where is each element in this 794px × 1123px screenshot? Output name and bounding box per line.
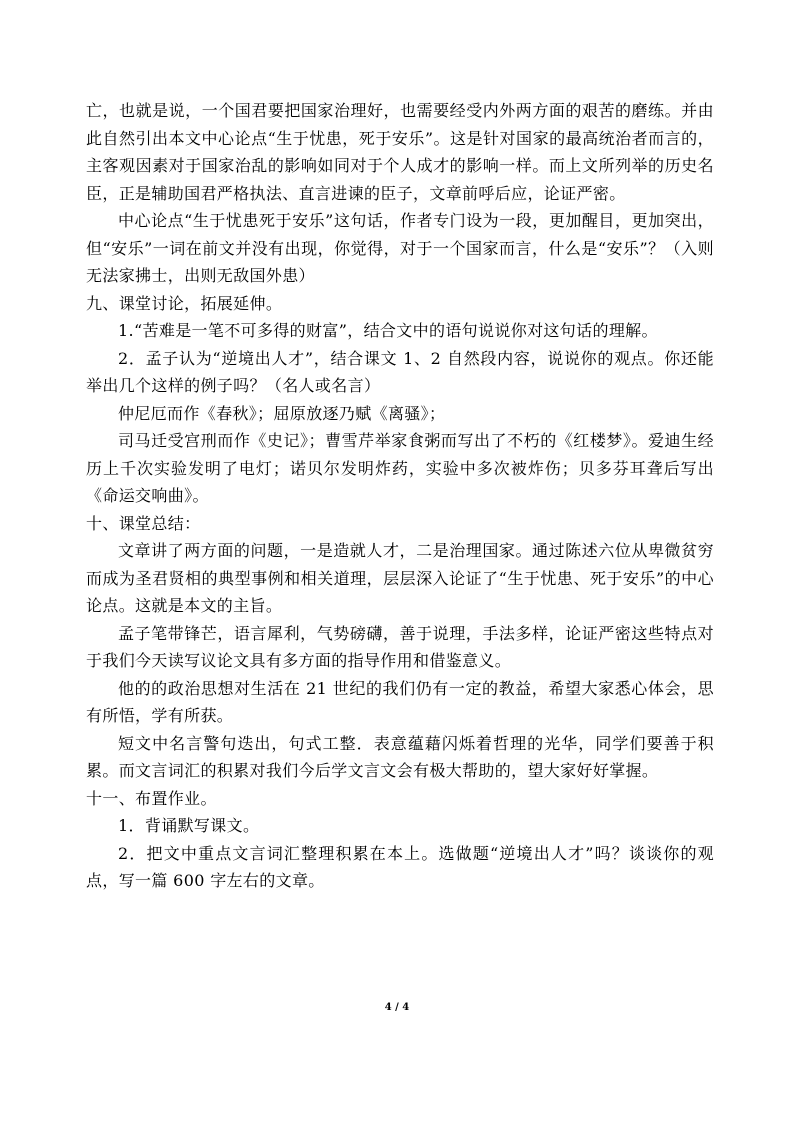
summary-paragraph-4: 短文中名言警句迭出，句式工整．表意蕴藉闪烁着哲理的光华，同学们要善于积累。而文言词汇的积累对我们今后学文言文会有极大帮助的，望大家好好掌握。 (86, 733, 714, 780)
homework-item-1: 1．背诵默写课文。 (118, 816, 260, 835)
document-body (86, 97, 714, 895)
summary-paragraph-3: 他的的政治思想对生活在 21 世纪的我们仍有一定的教益，希望大家悉心体会，思有所悟，学有所获。 (86, 678, 714, 725)
section-heading-homework: 十一、布置作业。 (86, 788, 217, 808)
summary-paragraph-1: 文章讲了两方面的问题，一是造就人才，二是治理国家。通过陈述六位从卑微贫穷而成为圣君贤相的典型事例和相关道理，层层深入论证了“生于忧患、死于安乐”的中心论点。这就是本文的主旨。 (86, 541, 714, 615)
summary-paragraph-2: 孟子笔带锋芒，语言犀利，气势磅礴，善于说理，手法多样，论证严密这些特点对于我们今天读写议论文具有多方面的指导作用和借鉴意义。 (86, 623, 714, 670)
examples-paragraph: 司马迁受宫刑而作《史记》；曹雪芹举家食粥而写出了不朽的《红楼梦》。爱迪生经历上千次实验发明了电灯；诺贝尔发明炸药，实验中多次被炸伤；贝多芬耳聋后写出《命运交响曲》。 (86, 431, 714, 505)
paragraph-central-argument: 中心论点“生于忧患死于安乐”这句话，作者专门设为一段，更加醒目，更加突出，但“安乐”一词在前文并没有出现，你觉得，对于一个国家而言，什么是“安乐”？（入则无法家拂士，出则无敌国外患） (86, 211, 714, 285)
homework-item-2: 2．把文中重点文言词汇整理积累在本上。选做题“逆境出人才”吗？谈谈你的观点，写一篇 600 字左右的文章。 (86, 843, 714, 890)
discussion-question-2: 2．孟子认为“逆境出人才”，结合课文 1、2 自然段内容，说说你的观点。你还能举出几个这样的例子吗？（名人或名言） (86, 348, 714, 395)
section-heading-discussion: 九、课堂讨论，拓展延伸。 (86, 293, 283, 313)
page-number: 4 / 4 (384, 1002, 410, 1013)
paragraph-conclusion-continued: 亡，也就是说，一个国君要把国家治理好，也需要经受内外两方面的艰苦的磨练。并由此自然引出本文中心论点“生于忧患，死于安乐”。这是针对国家的最高统治者而言的，主客观因素对于国家治乱的影响如同对于个人成才的影响一样。而上文所列举的历史名臣，正是辅助国君严格执法、直言进谏的臣子，文章前呼后应，论证严密。 (86, 101, 714, 203)
discussion-question-1: 1.“苦难是一笔不可多得的财富”，结合文中的语句说说你对这句话的理解。 (118, 321, 658, 340)
example-quote-line: 仲尼厄而作《春秋》；屈原放逐乃赋《离骚》； (118, 403, 446, 423)
section-heading-summary: 十、课堂总结： (86, 513, 201, 533)
